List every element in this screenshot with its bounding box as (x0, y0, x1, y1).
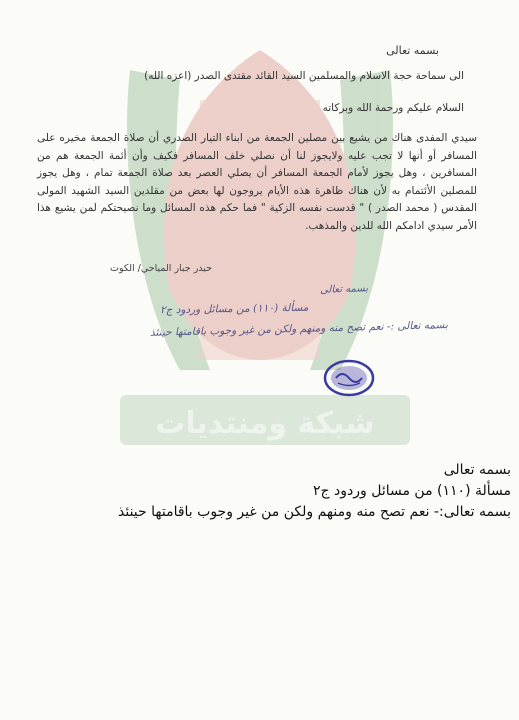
letter-greeting: السلام عليكم ورحمة الله وبركاته (322, 102, 464, 114)
handwritten-answer: بسمه تعالى :- نعم تصح منه ومنهم ولكن من غير وجوب باقامتها حينئذ (149, 319, 448, 339)
transcript-answer: بسمه تعالى:- نعم تصح منه ومنهم ولكن من غير وجوب باقامتها حينئذ (118, 504, 511, 520)
transcript-reference: مسألة (١١٠) من مسائل وردود ج٢ (313, 483, 511, 499)
letter-basmala: بسمه تعالى (386, 44, 439, 57)
watermark-caption: شبكة ومنتديات (155, 406, 375, 441)
handwritten-basmala: بسمه تعالى (319, 283, 369, 296)
letter-body: سيدي المفدى هناك من يشيع بين مصلين الجمعة من ابناء التيار الصدري أن صلاة الجمعة مخيره على المسافر أو أنها لا تجب عليه ولايجوز لنا أن نصلي خلف المسافر فكيف وأن أئمة الجمعة هم من المسافرين ، وهل يجوز لأمام الجمعة المسافر أن يصلي العصر بعد صلاة الجمعة تمام ، وهل يجوز للمصلين الأئتمام به لأن هناك ظاهرة هذه الأيام يروجون لها بعض من مقلدين السيد الشهيد المولى المقدس ( محمد الصدر ) " قدست نفسه الزكية " فما حكم هذه المسائل وما نصيحتكم لمن يشيع هذا الأمر سيدي ادامكم الله للدين والمذهب. (37, 132, 477, 232)
transcript-basmala: بسمه تعالى (443, 462, 511, 478)
letter-address: الى سماحة حجة الاسلام والمسلمين السيد القائد مقتدى الصدر (اعزه الله) (144, 70, 464, 82)
seal-stamp (322, 358, 376, 398)
typed-transcript (11, 460, 511, 523)
letter-signer: حيدر جبار المياحي/ الكوت (110, 263, 213, 274)
handwritten-reference: مسألة (١١٠) من مسائل وردود ج٢ (159, 301, 309, 317)
